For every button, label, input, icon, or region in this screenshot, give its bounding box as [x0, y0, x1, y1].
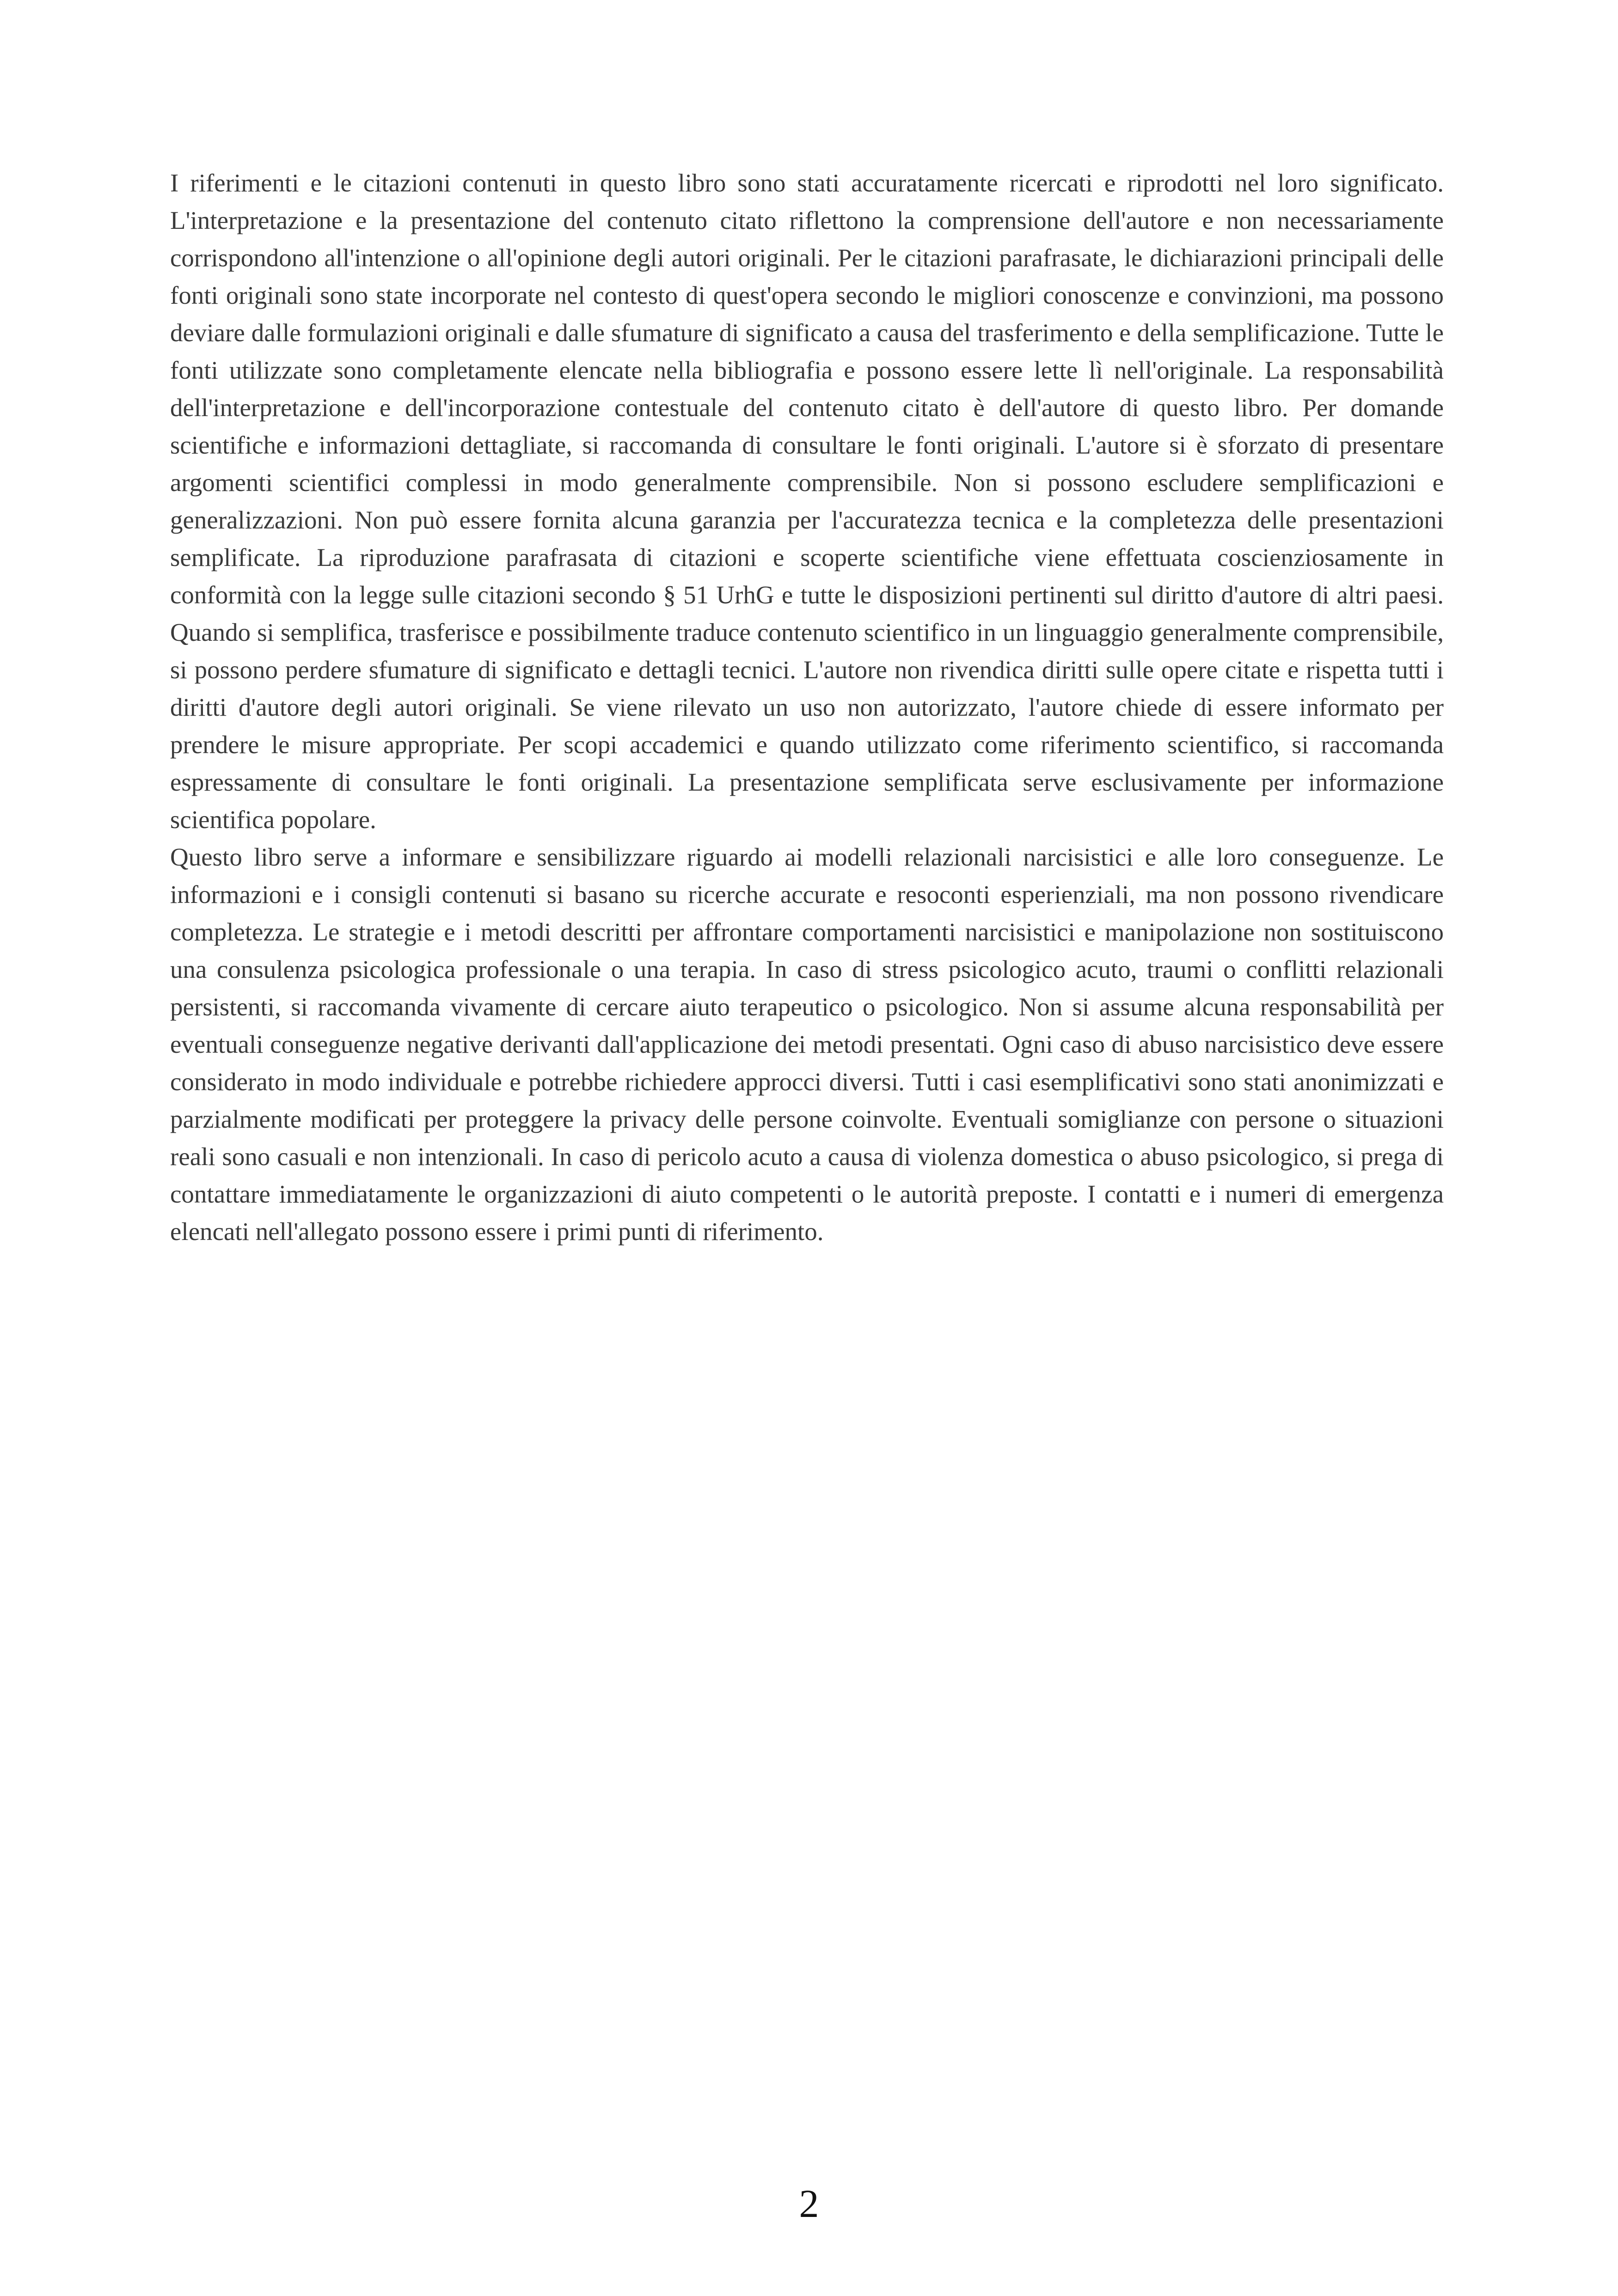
paragraph-disclaimer-content: Questo libro serve a informare e sensibilizzare riguardo ai modelli relazionali narcisistici e alle loro conseguenze. Le informazioni e i consigli contenuti si basano su ricerche accurate e resoconti esperienziali, ma non possono rivendicare completezza. Le strategie e i metodi descritti per affrontare comportamenti narcisistici e manipolazione non sostituiscono una consulenza psicologica professionale o una terapia. In caso di stress psicologico acuto, traumi o conflitti relazionali persistenti, si raccomanda vivamente di cercare aiuto terapeutico o psicologico. Non si assume alcuna responsabilità per eventuali conseguenze negative derivanti dall'applicazione dei metodi presentati. Ogni caso di abuso narcisistico deve essere considerato in modo individuale e potrebbe richiedere approcci diversi. Tutti i casi esemplificativi sono stati anonimizzati e parzialmente modificati per proteggere la privacy delle persone coinvolte. Eventuali somiglianze con persone o situazioni reali sono casuali e non intenzionali. In caso di pericolo acuto a causa di violenza domestica o abuso psicologico, si prega di contattare immediatamente le organizzazioni di aiuto competenti o le autorità preposte. I contatti e i numeri di emergenza elencati nell'allegato possono essere i primi punti di riferimento.	[170, 843, 1444, 1246]
paragraph-disclaimer-citations: I riferimenti e le citazioni contenuti in questo libro sono stati accuratamente ricercati e riprodotti nel loro significato. L'interpretazione e la presentazione del contenuto citato riflettono la comprensione dell'autore e non necessariamente corrispondono all'intenzione o all'opinione degli autori originali. Per le citazioni parafrasate, le dichiarazioni principali delle fonti originali sono state incorporate nel contesto di quest'opera secondo le migliori conoscenze e convinzioni, ma possono deviare dalle formulazioni originali e dalle sfumature di significato a causa del trasferimento e della semplificazione. Tutte le fonti utilizzate sono completamente elencate nella bibliografia e possono essere lette lì nell'originale. La responsabilità dell'interpretazione e dell'incorporazione contestuale del contenuto citato è dell'autore di questo libro. Per domande scientifiche e informazioni dettagliate, si raccomanda di consultare le fonti originali. L'autore si è sforzato di presentare argomenti scientifici complessi in modo generalmente comprensibile. Non si possono escludere semplificazioni e generalizzazioni. Non può essere fornita alcuna garanzia per l'accuratezza tecnica e la completezza delle presentazioni semplificate. La riproduzione parafrasata di citazioni e scoperte scientifiche viene effettuata coscienziosamente in conformità con la legge sulle citazioni secondo § 51 UrhG e tutte le disposizioni pertinenti sul diritto d'autore di altri paesi. Quando si semplifica, trasferisce e possibilmente traduce contenuto scientifico in un linguaggio generalmente comprensibile, si possono perdere sfumature di significato e dettagli tecnici. L'autore non rivendica diritti sulle opere citate e rispetta tutti i diritti d'autore degli autori originali. Se viene rilevato un uso non autorizzato, l'autore chiede di essere informato per prendere le misure appropriate. Per scopi accademici e quando utilizzato come riferimento scientifico, si raccomanda espressamente di consultare le fonti originali. La presentazione semplificata serve esclusivamente per informazione scientifica popolare.	[170, 169, 1444, 834]
body-text	[170, 164, 1444, 1250]
page-number: 2	[799, 2181, 819, 2226]
